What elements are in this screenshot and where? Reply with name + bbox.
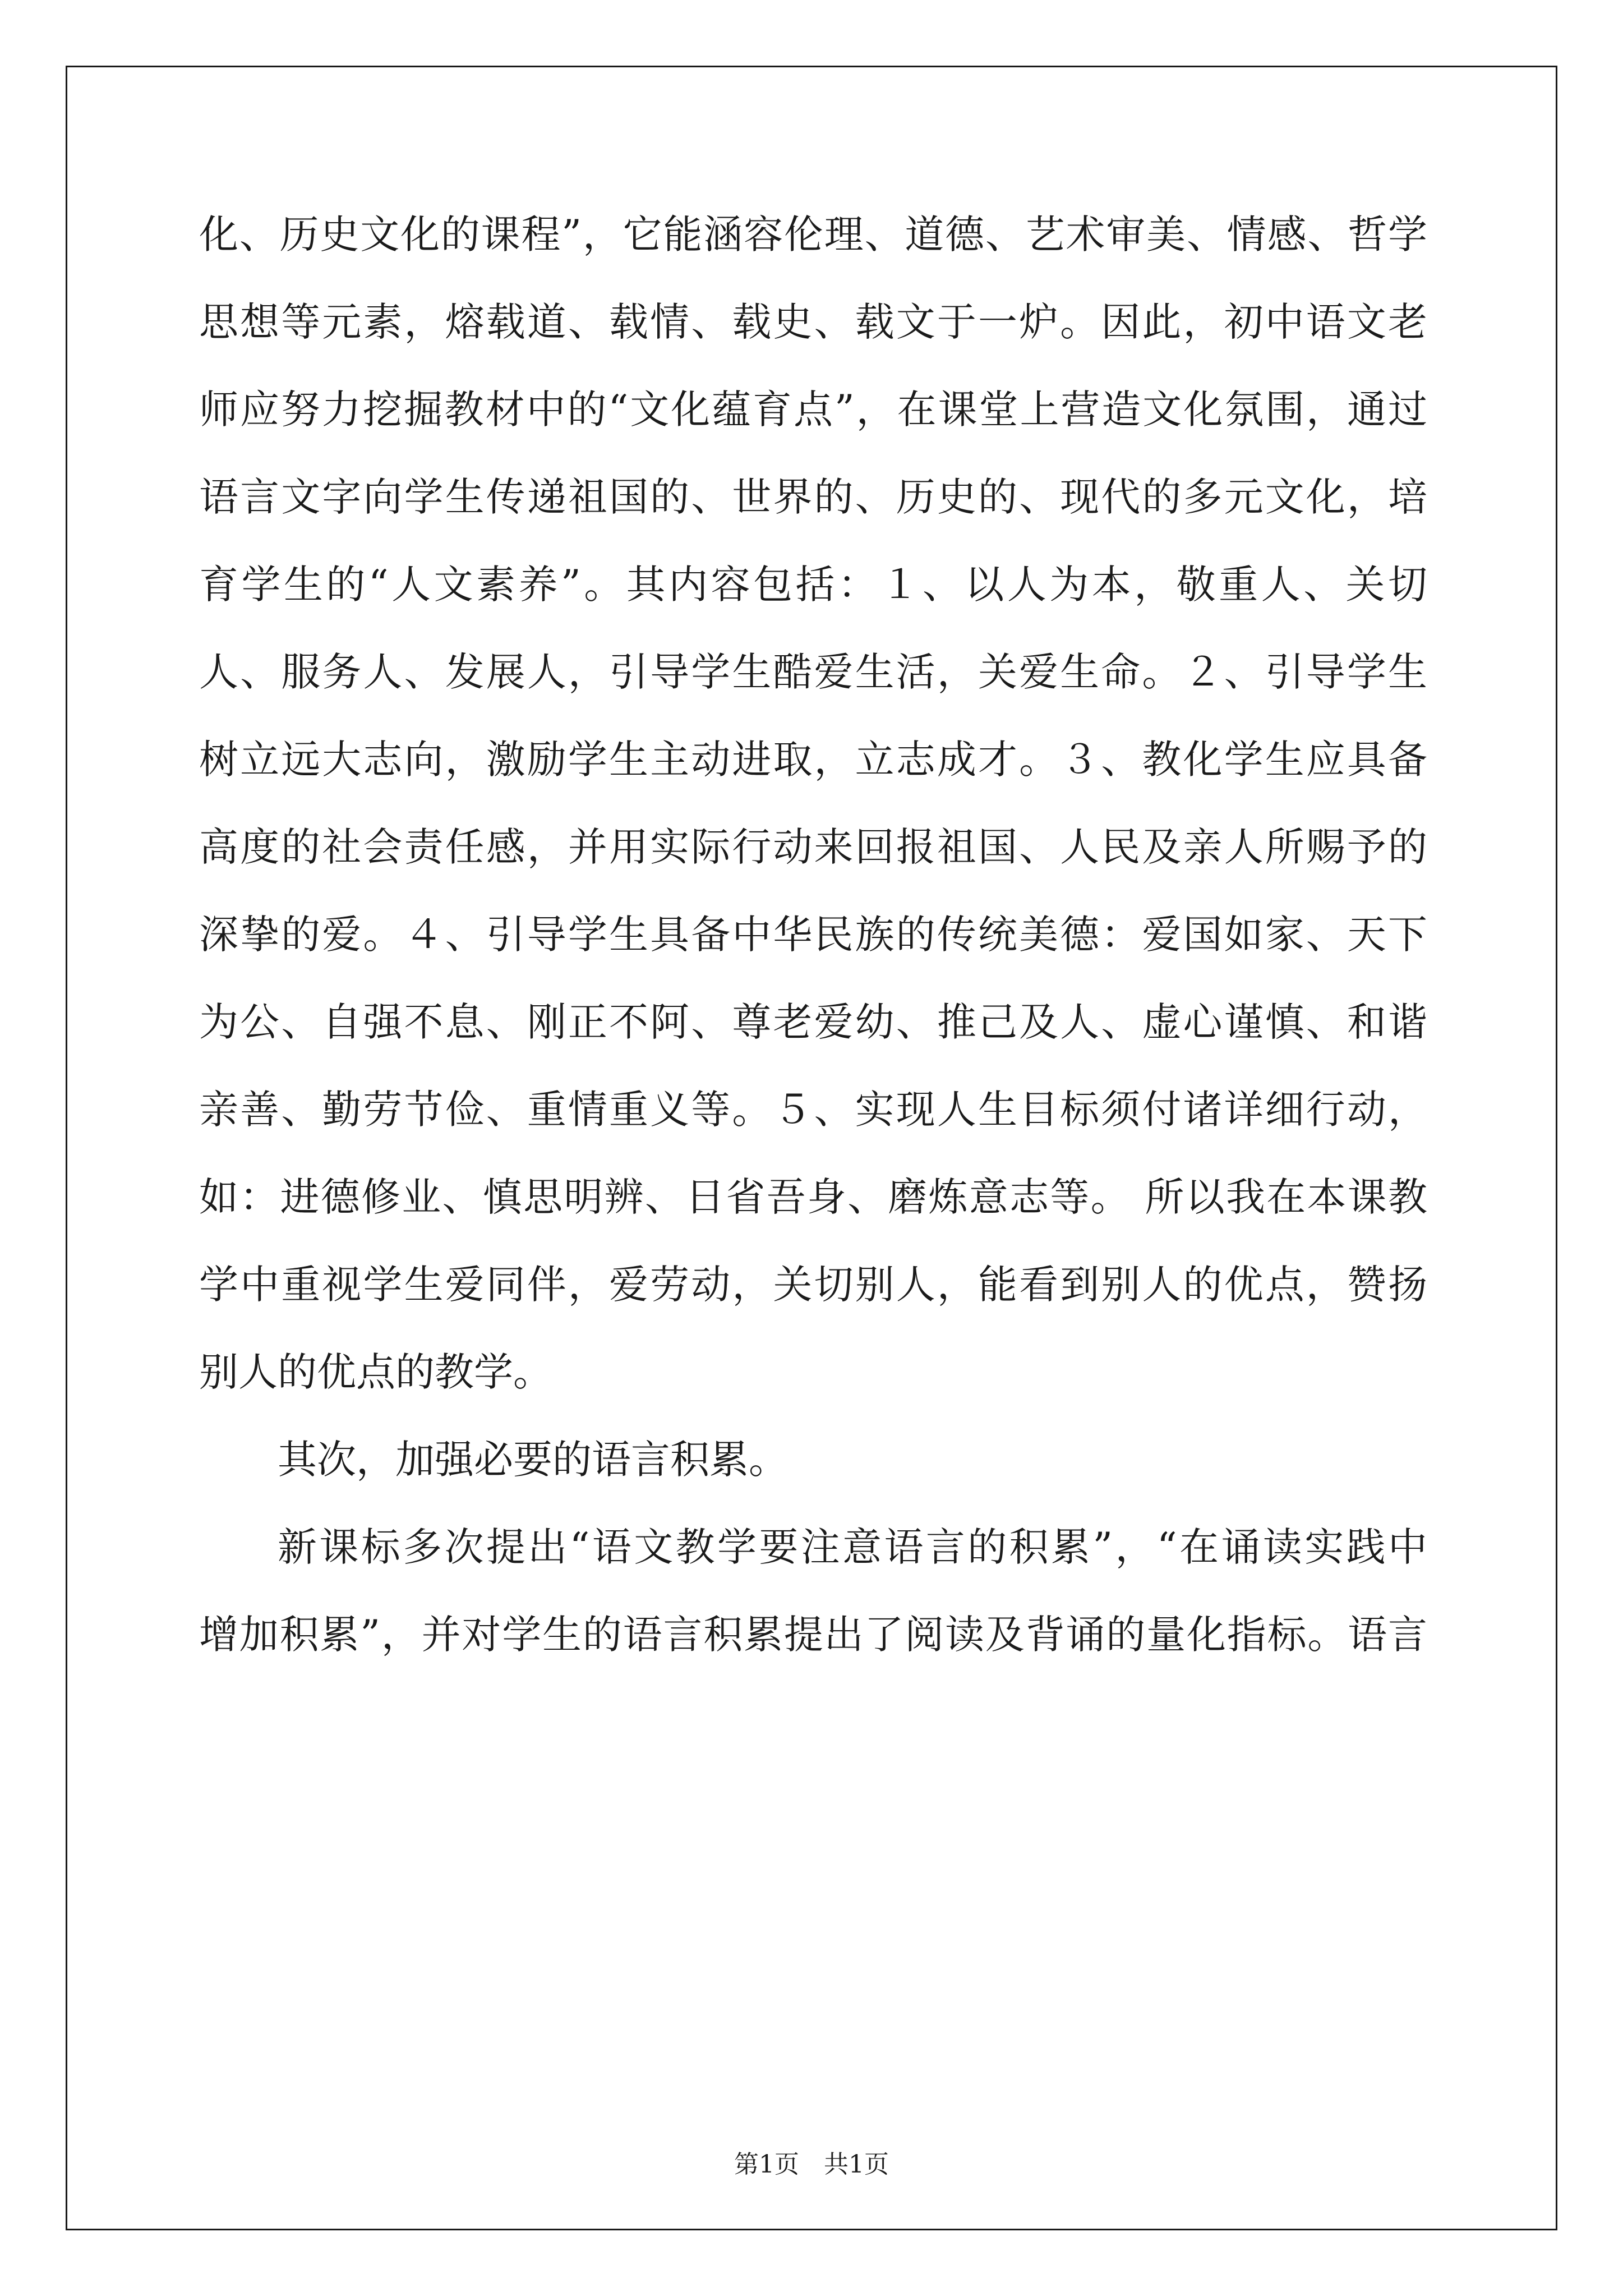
body-text bbox=[199, 212, 1427, 1700]
page-number-footer: 第1页 共1页 bbox=[734, 2150, 889, 2179]
text-line: 深挚的爱。４、引导学生具备中华民族的传统美德：爱国如家、天下 bbox=[199, 912, 1427, 958]
text-line: 育学生的“人文素养”。其内容包括：１、以人为本，敬重人、关切 bbox=[199, 562, 1427, 608]
text-line: 师应努力挖掘教材中的“文化蕴育点”，在课堂上营造文化氛围，通过 bbox=[199, 386, 1427, 432]
text-line: 学中重视学生爱同伴，爱劳动，关切别人，能看到别人的优点，赞扬 bbox=[199, 1262, 1427, 1308]
text-line: 语言文字向学生传递祖国的、世界的、历史的、现代的多元文化，培 bbox=[199, 474, 1427, 520]
text-line: 化、历史文化的课程”，它能涵容伦理、道德、艺术审美、情感、哲学 bbox=[199, 211, 1427, 257]
text-line: 新课标多次提出“语文教学要注意语言的积累”，“在诵读实践中 bbox=[278, 1524, 1427, 1570]
text-line: 别人的优点的教学。 bbox=[199, 1349, 552, 1395]
text-line: 增加积累”，并对学生的语言积累提出了阅读及背诵的量化指标。语言 bbox=[199, 1612, 1427, 1658]
text-line: 为公、自强不息、刚正不阿、尊老爱幼、推己及人、虚心谨慎、和谐 bbox=[199, 999, 1427, 1045]
text-line: 树立远大志向，激励学生主动进取，立志成才。３、教化学生应具备 bbox=[199, 737, 1427, 783]
text-line: 亲善、勤劳节俭、重情重义等。５、实现人生目标须付诸详细行动， bbox=[199, 1087, 1427, 1133]
paragraph-heading: 其次，加强必要的语言积累。 bbox=[278, 1437, 788, 1483]
text-line: 思想等元素，熔载道、载情、载史、载文于一炉。因此，初中语文老 bbox=[199, 299, 1427, 345]
text-line: 人、服务人、发展人，引导学生酷爱生活，关爱生命。２、引导学生 bbox=[199, 649, 1427, 695]
text-line: 高度的社会责任感，并用实际行动来回报祖国、人民及亲人所赐予的 bbox=[199, 824, 1427, 870]
text-line: 如：进德修业、慎思明辨、日省吾身、磨炼意志等。 所以我在本课教 bbox=[199, 1174, 1427, 1220]
